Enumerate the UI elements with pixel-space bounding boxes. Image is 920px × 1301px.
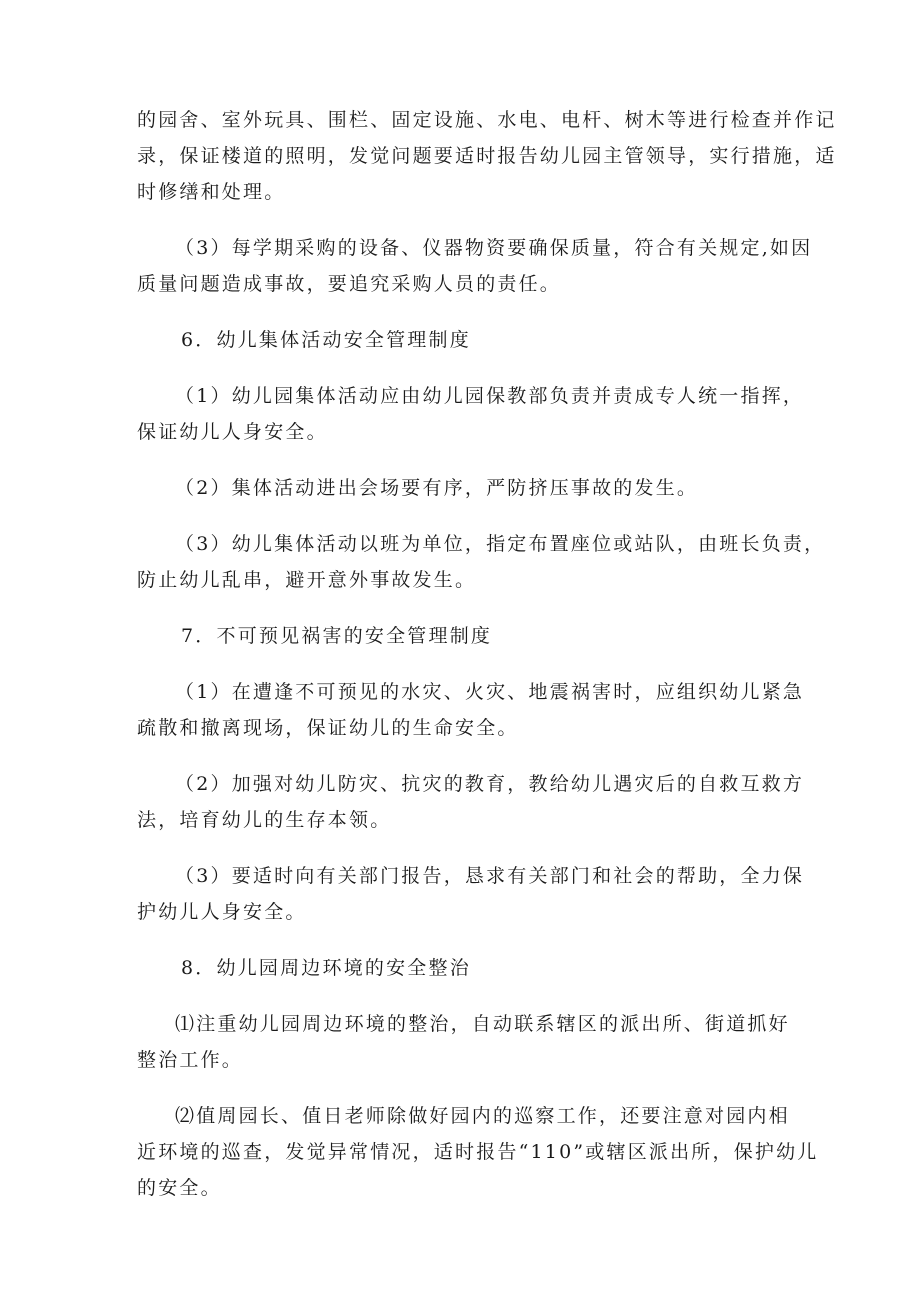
paragraph-line: 质量问题造成事故，要追究采购人员的责任。 bbox=[137, 273, 562, 295]
paragraph-gap bbox=[137, 930, 797, 950]
paragraph-gap bbox=[137, 302, 797, 322]
paragraph-line: 疏散和撤离现场，保证幼儿的生命安全。 bbox=[137, 717, 519, 739]
paragraph-line: （3）每学期采购的设备、仪器物资要确保质量，符合有关规定,如因 bbox=[175, 237, 813, 259]
paragraph bbox=[137, 470, 797, 506]
paragraph-gap bbox=[137, 746, 797, 766]
heading-text: 6．幼儿集体活动安全管理制度 bbox=[181, 329, 471, 351]
paragraph-line: （1）在遭逢不可预见的水灾、火灾、地震祸害时，应组织幼儿紧急 bbox=[175, 681, 805, 703]
paragraph-line: 近环境的巡查，发觉异常情况，适时报告“110”或辖区派出所，保护幼儿 bbox=[137, 1141, 819, 1163]
paragraph-line: （2）加强对幼儿防灾、抗灾的教育，教给幼儿遇灾后的自救互救方 bbox=[175, 773, 805, 795]
paragraph bbox=[137, 858, 805, 930]
paragraph-line: （2）集体活动进出会场要有序，严防挤压事故的发生。 bbox=[175, 477, 699, 499]
paragraph-gap bbox=[137, 1078, 797, 1098]
paragraph-line: （3）要适时向有关部门报告，恳求有关部门和社会的帮助，全力保 bbox=[175, 865, 805, 887]
paragraph-line: 护幼儿人身安全。 bbox=[137, 901, 307, 923]
paragraph-line: 防止幼儿乱串，避开意外事故发生。 bbox=[137, 569, 477, 591]
paragraph bbox=[137, 1098, 819, 1206]
paragraph-gap bbox=[137, 838, 797, 858]
paragraph-gap bbox=[137, 654, 797, 674]
paragraph-line: ⑵值周园长、值日老师除做好园内的巡察工作，还要注意对园内相 bbox=[175, 1105, 790, 1127]
paragraph bbox=[137, 102, 837, 210]
section-heading bbox=[137, 322, 797, 358]
paragraph-line: 整治工作。 bbox=[137, 1049, 244, 1071]
paragraph-gap bbox=[137, 986, 797, 1006]
paragraph-line: （3）幼儿集体活动以班为单位，指定布置座位或站队，由班长负责， bbox=[175, 533, 826, 555]
paragraph-gap bbox=[137, 450, 797, 470]
paragraph bbox=[137, 1006, 797, 1078]
paragraph-line: 录，保证楼道的照明，发觉问题要适时报告幼儿园主管领导，实行措施，适 bbox=[137, 145, 837, 167]
paragraph-gap bbox=[137, 358, 797, 378]
paragraph bbox=[137, 230, 813, 302]
paragraph bbox=[137, 526, 826, 598]
paragraph-gap bbox=[137, 598, 797, 618]
heading-text: 8．幼儿园周边环境的安全整治 bbox=[181, 957, 471, 979]
paragraph-line: 保证幼儿人身安全。 bbox=[137, 421, 328, 443]
heading-text: 7．不可预见祸害的安全管理制度 bbox=[181, 625, 493, 647]
paragraph bbox=[137, 766, 805, 838]
paragraph-line: 的园舍、室外玩具、围栏、固定设施、水电、电杆、树木等进行检查并作记 bbox=[137, 109, 837, 131]
document-page bbox=[137, 102, 837, 1206]
paragraph-line: 的安全。 bbox=[137, 1177, 222, 1199]
paragraph-line: 法，培育幼儿的生存本领。 bbox=[137, 809, 392, 831]
paragraph-line: ⑴注重幼儿园周边环境的整治，自动联系辖区的派出所、街道抓好 bbox=[175, 1013, 790, 1035]
paragraph bbox=[137, 378, 805, 450]
paragraph-line: （1）幼儿园集体活动应由幼儿园保教部负责并责成专人统一指挥， bbox=[175, 385, 805, 407]
section-heading bbox=[137, 950, 797, 986]
paragraph-gap bbox=[137, 506, 797, 526]
paragraph-line: 时修缮和处理。 bbox=[137, 181, 286, 203]
paragraph bbox=[137, 674, 805, 746]
paragraph-gap bbox=[137, 210, 797, 230]
section-heading bbox=[137, 618, 797, 654]
